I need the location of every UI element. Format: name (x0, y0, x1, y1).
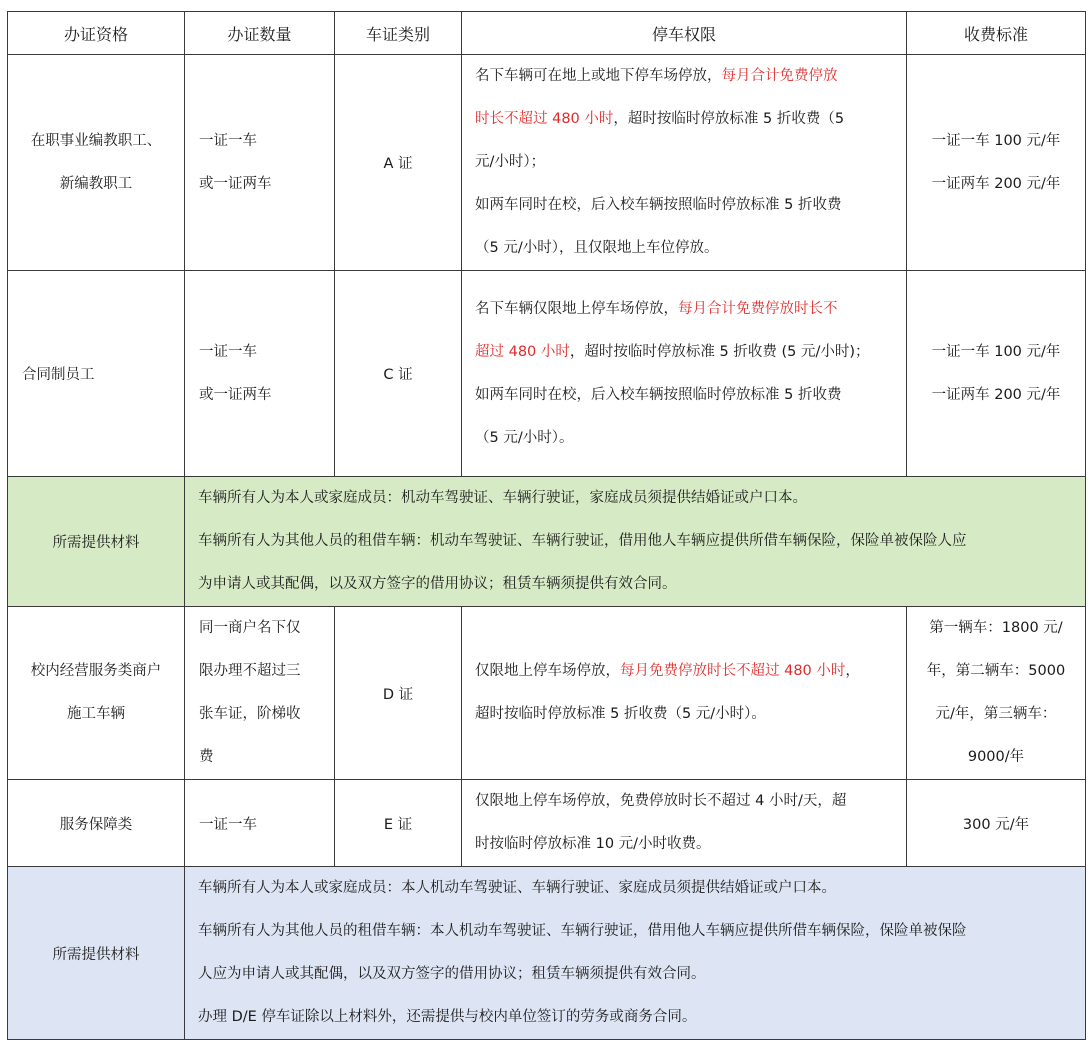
header-qualification: 办证资格 (8, 12, 185, 55)
category-cell-e: E 证 (335, 780, 462, 867)
highlight-free-time: 每月合计免费停放 (721, 68, 838, 84)
permission-cell-c: 名下车辆仅限地上停车场停放，每月合计免费停放时长不 超过 480 小时，超时按临时停放标准 5 折收费 (5 元/小时)； 如两车同时在校，后入校车辆按照临时停放标准 5 折收费 （5 元/小时）。 (462, 271, 907, 477)
highlight-free-time: 超过 480 小时 (475, 343, 570, 360)
highlight-free-time: 每月免费停放时长不超过 480 小时 (620, 663, 846, 679)
table-row-d (8, 607, 1086, 780)
header-permission: 停车权限 (462, 12, 907, 55)
header-row (8, 12, 1086, 55)
quantity-cell-c: 一证一车 或一证两车 (185, 271, 335, 477)
quantity-cell-d: 同一商户名下仅 限办理不超过三 张车证，阶梯收 费 (185, 607, 335, 780)
table-row-e (8, 780, 1086, 867)
header-quantity: 办证数量 (185, 12, 335, 55)
permission-cell-a: 名下车辆可在地上或地下停车场停放，每月合计免费停放 时长不超过 480 小时，超时按临时停放标准 5 折收费（5 元/小时）； 如两车同时在校，后入校车辆按照临时停放标准 5 折收费 （5 元/小时），且仅限地上车位停放。 (462, 55, 907, 271)
materials-label-2: 所需提供材料 (8, 867, 185, 1040)
qualification-cell-e: 服务保障类 (8, 780, 185, 867)
parking-permit-table-container (7, 11, 1086, 1040)
fee-cell-d: 第一辆车：1800 元/ 年，第二辆车：5000 元/年，第三辆车： 9000/年 (907, 607, 1086, 780)
qualification-cell-a: 在职事业编教职工、 新编教职工 (8, 55, 185, 271)
parking-permit-table (7, 11, 1086, 1040)
materials-row-2 (8, 867, 1086, 1040)
fee-cell-c: 一证一车 100 元/年 一证两车 200 元/年 (907, 271, 1086, 477)
materials-row-1 (8, 477, 1086, 607)
quantity-cell-a: 一证一车 或一证两车 (185, 55, 335, 271)
permission-cell-e: 仅限地上停车场停放，免费停放时长不超过 4 小时/天，超 时按临时停放标准 10 元/小时收费。 (462, 780, 907, 867)
category-cell-d: D 证 (335, 607, 462, 780)
qualification-cell-c: 合同制员工 (8, 271, 185, 477)
highlight-free-time: 时长不超过 480 小时 (475, 111, 614, 127)
fee-cell-a: 一证一车 100 元/年 一证两车 200 元/年 (907, 55, 1086, 271)
materials-content-2: 车辆所有人为本人或家庭成员：本人机动车驾驶证、车辆行驶证、家庭成员须提供结婚证或户口本。 车辆所有人为其他人员的租借车辆：本人机动车驾驶证、车辆行驶证，借用他人车辆应提供所借车辆保险，保险单被保险 人应为申请人或其配偶，以及双方签字的借用协议；租赁车辆须提供有效合同。 办理 D/E 停车证除以上材料外，还需提供与校内单位签订的劳务或商务合同。 (185, 867, 1086, 1040)
quantity-cell-e: 一证一车 (185, 780, 335, 867)
qualification-cell-d: 校内经营服务类商户 施工车辆 (8, 607, 185, 780)
highlight-free-time: 每月合计免费停放时长不 (678, 300, 838, 317)
table-row-c (8, 271, 1086, 477)
category-cell-a: A 证 (335, 55, 462, 271)
table-row-a (8, 55, 1086, 271)
header-fee: 收费标准 (907, 12, 1086, 55)
permission-cell-d: 仅限地上停车场停放，每月免费停放时长不超过 480 小时， 超时按临时停放标准 5 折收费（5 元/小时）。 (462, 607, 907, 780)
category-cell-c: C 证 (335, 271, 462, 477)
materials-label-1: 所需提供材料 (8, 477, 185, 607)
fee-cell-e: 300 元/年 (907, 780, 1086, 867)
header-category: 车证类别 (335, 12, 462, 55)
materials-content-1: 车辆所有人为本人或家庭成员：机动车驾驶证、车辆行驶证，家庭成员须提供结婚证或户口本。 车辆所有人为其他人员的租借车辆：机动车驾驶证、车辆行驶证，借用他人车辆应提供所借车辆保险，保险单被保险人应 为申请人或其配偶，以及双方签字的借用协议；租赁车辆须提供有效合同。 (185, 477, 1086, 607)
